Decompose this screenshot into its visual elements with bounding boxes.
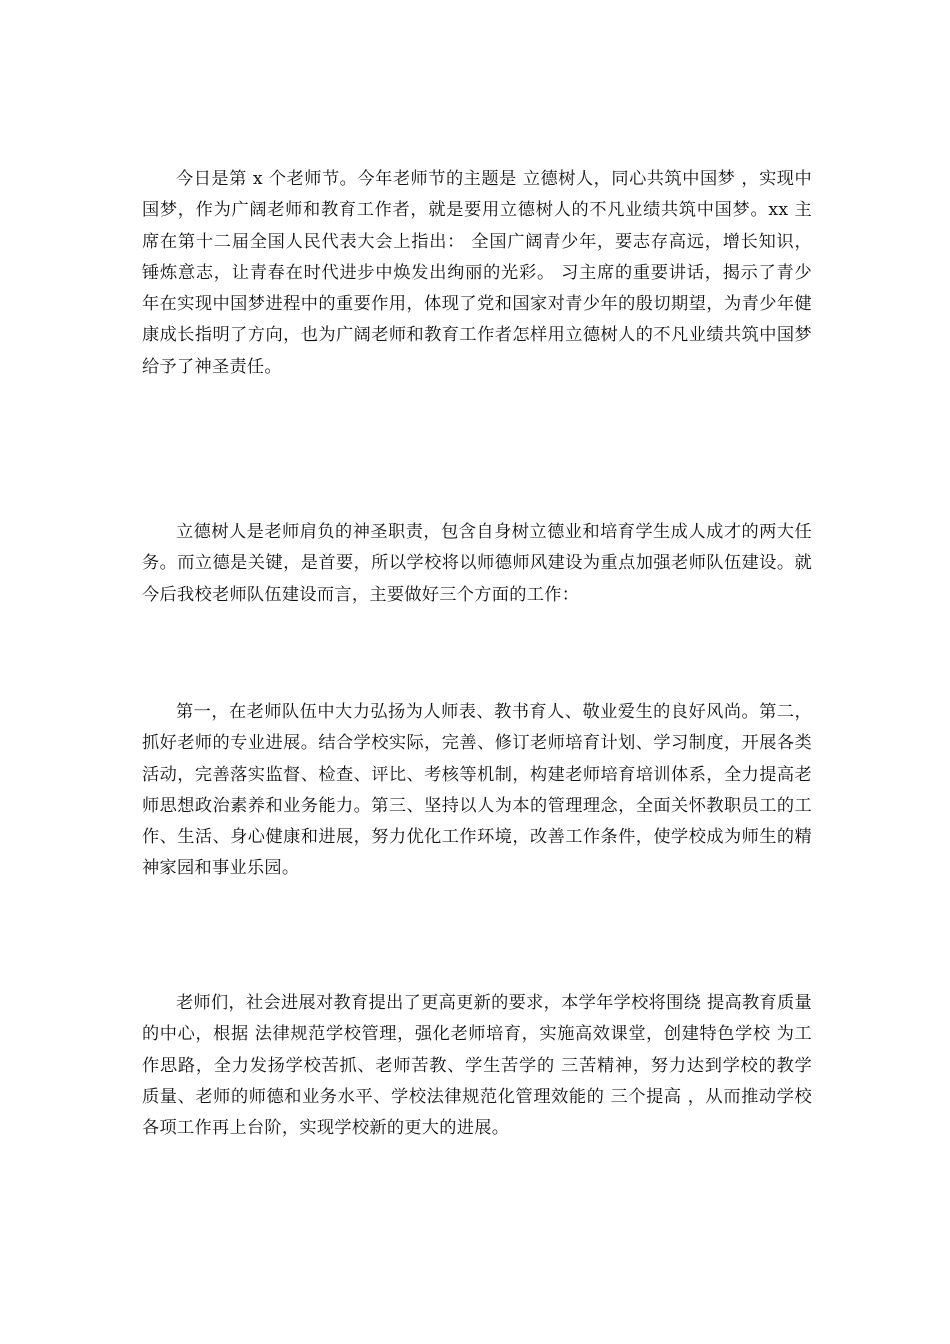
paragraph-school-year-goals: 老师们，社会进展对教育提出了更高更新的要求，本学年学校将围绕 提高教育质量 的中心，根据 法律规范学校管理，强化老师培育，实施高效课堂，创建特色学校 为工作思路，全力发扬学校苦抓、老师苦教、学生苦学的 三苦精神，努力达到学校的教学质量、老师的师德和业务水平、学校法律规范化管理效能的 三个提高 ，从而推动学校各项工作再上台阶，实现学校新的更大的进展。 [142, 993, 812, 1139]
paragraph-three-tasks: 第一，在老师队伍中大力弘扬为人师表、教书育人、敬业爱生的良好风尚。第二，抓好老师的专业进展。结合学校实际，完善、修订老师培育计划、学习制度，开展各类活动，完善落实监督、检查、评比、考核等机制，构建老师培育培训体系，全力提高老师思想政治素养和业务能力。第三、坚持以人为本的管理理念，全面关怀教职员工的工作、生活、身心健康和进展，努力优化工作环境，改善工作条件，使学校成为师生的精神家园和事业乐园。 [142, 702, 812, 879]
paragraph-moral-education: 立德树人是老师肩负的神圣职责，包含自身树立德业和培育学生成人成才的两大任务。而立德是关键，是首要，所以学校将以师德师风建设为重点加强老师队伍建设。就今后我校老师队伍建设而言，主要做好三个方面的工作： [142, 522, 812, 605]
paragraph-teachers-day-theme: 今日是第 x 个老师节。今年老师节的主题是 立德树人，同心共筑中国梦 ，实现中国梦，作为广阔老师和教育工作者，就是要用立德树人的不凡业绩共筑中国梦。xx 主席在第十二届全国人民代表大会上指出： 全国广阔青少年，要志存高远，增长知识，锤炼意志，让青春在时代进步中焕发出绚丽的光彩。 习主席的重要讲话，揭示了青少年在实现中国梦进程中的重要作用，体现了党和国家对青少年的殷切期望，为青少年健康成长指明了方向，也为广阔老师和教育工作者怎样用立德树人的不凡业绩共筑中国梦给予了神圣责任。 [142, 169, 812, 377]
